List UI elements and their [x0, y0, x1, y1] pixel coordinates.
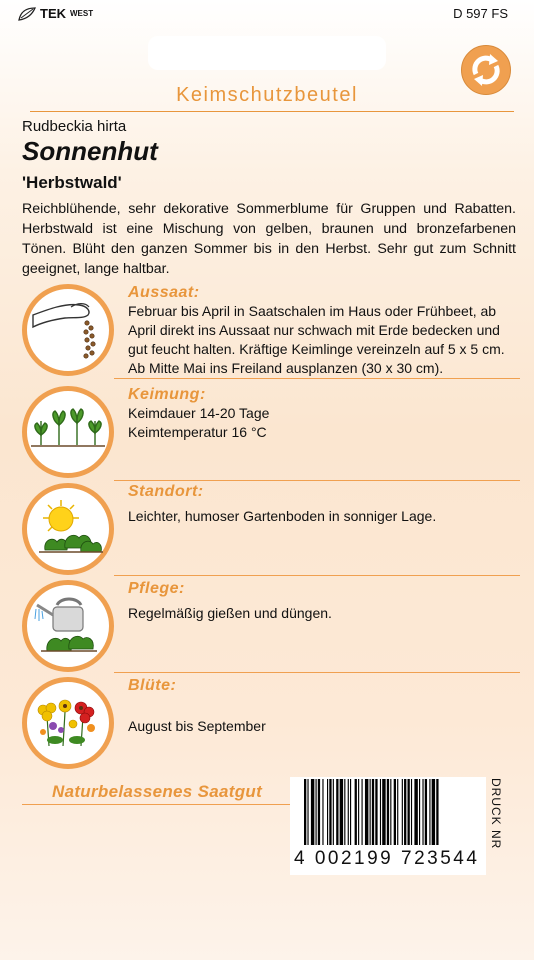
step-pflege: [22, 580, 516, 676]
barcode-bar: [432, 779, 435, 845]
step-text: [128, 404, 516, 442]
brand-name: TEK: [40, 6, 66, 21]
divider: [114, 575, 520, 576]
step-text: Februar bis April in Saatschalen im Haus oder Frühbeet, ab April direkt ins Aussaat nur schwach mit Erde bedecken und gut feucht halten. Kräftige Keimlinge vereinzeln auf 5 x 5 cm. Ab Mitte Mai ins Freiland ausplanzen (30 x 30 cm).: [128, 303, 505, 376]
barcode-bar: [370, 779, 371, 845]
seedlings-icon: [31, 395, 105, 469]
divider: [30, 111, 514, 112]
barcode-bar: [372, 779, 374, 845]
brand-logo: [18, 6, 93, 21]
step-icon-circle: [22, 483, 114, 575]
barcode-bar: [318, 779, 320, 845]
sun-location-icon: [31, 492, 105, 566]
print-note: DRUCK NR: [489, 778, 503, 850]
barcode-bar: [365, 779, 368, 845]
divider: [114, 480, 520, 481]
step-bluete: [22, 677, 516, 773]
step-title: Standort:: [128, 483, 204, 500]
barcode-bar: [333, 779, 334, 845]
step-icon-circle: [22, 386, 114, 478]
plant-name: Sonnenhut: [22, 136, 158, 166]
brand-suffix: WEST: [70, 9, 94, 18]
barcode-bar: [429, 779, 430, 845]
barcode-number: 4 002199 723544: [294, 848, 480, 869]
step-aussaat: [22, 284, 516, 380]
product-code: D 597 FS: [453, 6, 508, 21]
barcode-bar: [362, 779, 363, 845]
barcode-bar: [304, 779, 306, 845]
step-icon-circle: [22, 284, 114, 376]
barcode-bar: [358, 779, 359, 845]
step-line: Keimdauer 14-20 Tage: [128, 405, 270, 421]
barcode-bars: [290, 777, 486, 849]
barcode-bar: [340, 779, 343, 845]
divider: [114, 378, 520, 379]
step-icon-circle: [22, 580, 114, 672]
barcode-bar: [422, 779, 423, 845]
barcode-bar: [436, 779, 438, 845]
barcode-bar: [414, 779, 417, 845]
divider: [22, 804, 302, 805]
barcode-bar: [336, 779, 338, 845]
tagline: Naturbelassenes Saatgut: [52, 782, 263, 801]
variety-name: 'Herbstwald': [22, 173, 122, 192]
barcode-bar: [408, 779, 410, 845]
barcode-bar: [311, 779, 314, 845]
barcode-bar: [380, 779, 381, 845]
step-title: Keimung:: [128, 386, 206, 403]
barcode-bar: [344, 779, 345, 845]
blank-label-area: [148, 36, 386, 70]
barcode-bar: [387, 779, 389, 845]
step-title: Blüte:: [128, 677, 177, 694]
barcode-bar: [404, 779, 406, 845]
step-text: August bis September: [128, 718, 266, 734]
flowers-icon: [31, 686, 105, 760]
step-keimung: [22, 386, 516, 482]
barcode-bar: [375, 779, 377, 845]
barcode-bar: [402, 779, 403, 845]
barcode-bar: [411, 779, 412, 845]
barcode-bar: [316, 779, 317, 845]
barcode-bar: [425, 779, 427, 845]
barcode-bar: [394, 779, 396, 845]
barcode-bar: [307, 779, 308, 845]
banner-title: Keimschutzbeutel: [176, 84, 358, 106]
watering-can-icon: [31, 589, 105, 663]
barcode-bar: [419, 779, 420, 845]
step-line: Keimtemperatur 16 °C: [128, 424, 267, 440]
leaf-logo-icon: [18, 7, 36, 21]
step-text: Leichter, humoser Gartenboden in sonniger Lage.: [128, 508, 437, 524]
step-text: Regelmäßig gießen und düngen.: [128, 605, 332, 621]
latin-name: Rudbeckia hirta: [22, 118, 127, 135]
description: Reichblühende, sehr dekorative Sommerblume für Gruppen und Rabatten. Herbstwald ist eine Mischung von gelben, braunen und bronzefarbenen Tönen. Blüht den ganzen Sommer bis in den Herbst. Sehr gut zum Schnitt geeignet, lange haltbar.: [22, 201, 516, 277]
step-title: Aussaat:: [128, 284, 200, 301]
barcode-bar: [382, 779, 385, 845]
barcode-bar: [355, 779, 357, 845]
barcode-bar: [390, 779, 391, 845]
barcode-bar: [350, 779, 351, 845]
step-title: Pflege:: [128, 580, 185, 597]
barcode-bar: [322, 779, 323, 845]
step-icon-circle: [22, 677, 114, 769]
barcode-bar: [397, 779, 398, 845]
barcode-bar: [329, 779, 331, 845]
divider: [114, 672, 520, 673]
seed-sowing-icon: [31, 293, 105, 367]
barcode-bar: [348, 779, 349, 845]
barcode-bar: [327, 779, 328, 845]
step-standort: [22, 483, 516, 579]
